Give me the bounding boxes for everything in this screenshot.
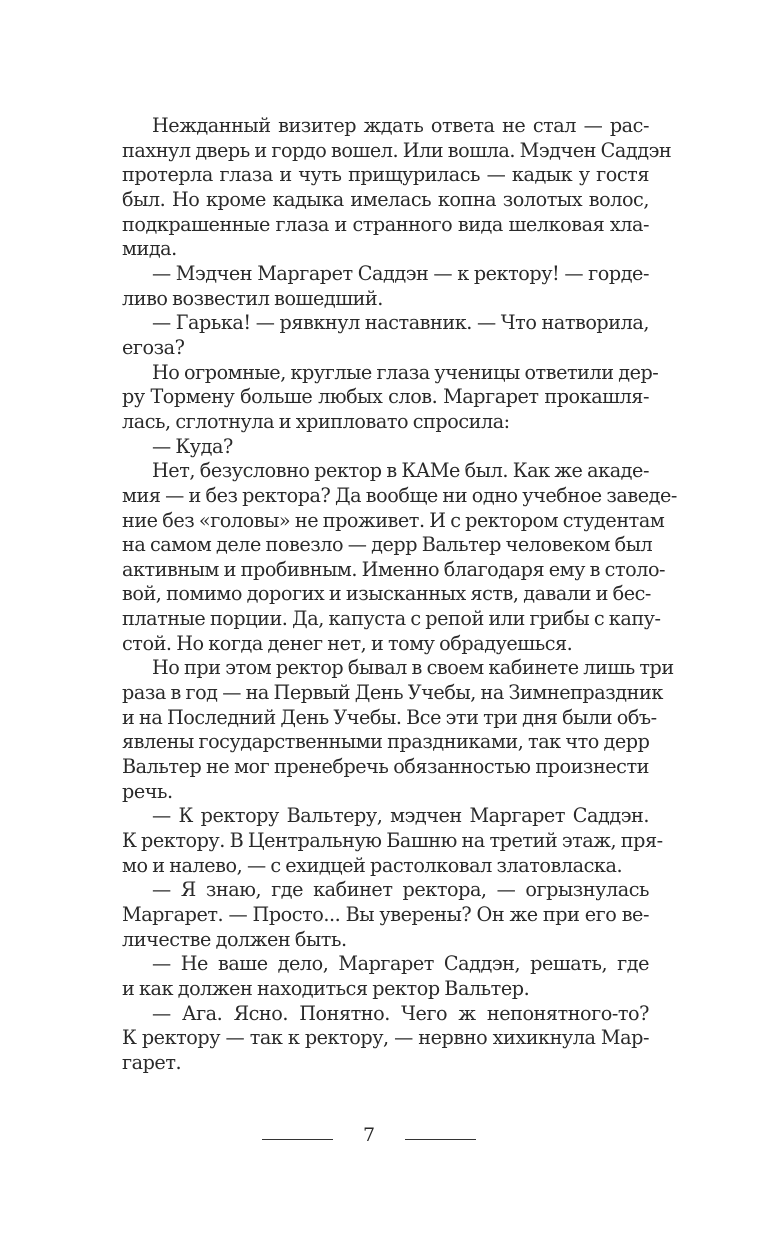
- text-line: платные порции. Да, капуста с репой или грибы с капу-: [122, 607, 661, 631]
- paragraph: [122, 952, 649, 1001]
- text-line: подкрашенные глаза и странного вида шелковая хла-: [122, 212, 649, 236]
- text-line: и на Последний День Учебы. Все эти три дня были объ-: [122, 705, 657, 729]
- text-line: пахнул дверь и гордо вошел. Или вошла. Мэдчен Саддэн: [122, 138, 672, 162]
- paragraph: [122, 360, 659, 435]
- text-line: — Мэдчен Маргарет Саддэн — к ректору! — горде-: [152, 261, 649, 285]
- paragraph: [122, 435, 649, 460]
- text-line: был. Но кроме кадыка имелась копна золотых волос,: [122, 187, 649, 211]
- paragraph: [122, 262, 649, 311]
- text-line: К ректору. В Центральную Башню на третий этаж, пря-: [122, 829, 663, 853]
- text-line: и как должен находиться ректор Вальтер.: [122, 976, 530, 1000]
- text-line: мо и налево, — с ехидцей растолковал златовласка.: [122, 853, 623, 877]
- text-line: — К ректору Вальтеру, мэдчен Маргарет Саддэн.: [152, 804, 649, 828]
- text-line: Но огромные, круглые глаза ученицы ответили дер-: [152, 360, 659, 384]
- text-line: явлены государственными праздниками, так что дерр: [122, 730, 650, 754]
- text-line: ливо возвестил вошедший.: [122, 286, 383, 310]
- paragraph: [122, 656, 674, 804]
- text-line: мия — и без ректора? Да вообще ни одно учебное заведе-: [122, 483, 677, 507]
- paragraph: [122, 459, 677, 656]
- text-line: вой, помимо дорогих и изысканных яств, давали и бес-: [122, 582, 651, 606]
- text-line: — Не ваше дело, Маргарет Саддэн, решать, где: [152, 952, 649, 976]
- paragraph: [122, 804, 663, 878]
- text-line: гарет.: [122, 1050, 182, 1074]
- paragraph: [122, 1002, 649, 1076]
- text-line: Но при этом ректор бывал в своем кабинете лишь три: [152, 656, 674, 680]
- footer-rule-left: [262, 1139, 333, 1140]
- body-text: [122, 114, 677, 1076]
- text-line: речь.: [122, 779, 173, 803]
- paragraph: [122, 114, 672, 262]
- text-line: стой. Но когда денег нет, и тому обрадуешься.: [122, 631, 573, 655]
- page-footer: [0, 1124, 768, 1152]
- text-line: — Куда?: [152, 434, 233, 458]
- text-line: ние без «головы» не проживет. И с ректором студентам: [122, 508, 665, 532]
- text-line: Нежданный визитер ждать ответа не стал — рас-: [152, 114, 649, 137]
- text-line: раза в год — на Первый День Учебы, на Зимнепраздник: [122, 681, 663, 705]
- paragraph: [122, 311, 649, 360]
- text-line: — Гарька! — рявкнул наставник. — Что натворила,: [152, 311, 649, 335]
- text-line: — Ага. Ясно. Понятно. Чего ж непонятного-то?: [152, 1001, 649, 1025]
- text-line: Нет, безусловно ректор в КАМе был. Как же акаде-: [152, 459, 649, 483]
- text-line: лась, сглотнула и хрипловато спросила:: [122, 409, 510, 433]
- text-line: егоза?: [122, 335, 185, 359]
- text-line: Маргарет. — Просто... Вы уверены? Он же при его ве-: [122, 903, 649, 926]
- footer-rule-right: [405, 1139, 476, 1140]
- text-line: Вальтер не мог пренебречь обязанностью произнести: [122, 755, 649, 779]
- text-line: на самом деле повезло — дерр Вальтер человеком был: [122, 533, 653, 557]
- text-line: мида.: [122, 237, 177, 261]
- text-line: активным и пробивным. Именно благодаря ему в столо-: [122, 557, 666, 581]
- text-line: личестве должен быть.: [122, 927, 347, 951]
- text-line: протерла глаза и чуть прищурилась — кадык у гостя: [122, 163, 649, 187]
- page-number: 7: [362, 1124, 376, 1146]
- text-line: К ректору — так к ректору, — нервно хихикнула Мар-: [122, 1026, 649, 1050]
- text-line: ру Тормену больше любых слов. Маргарет прокашля-: [122, 385, 649, 409]
- paragraph: [122, 878, 649, 952]
- text-line: — Я знаю, где кабинет ректора, — огрызнулась: [152, 878, 649, 902]
